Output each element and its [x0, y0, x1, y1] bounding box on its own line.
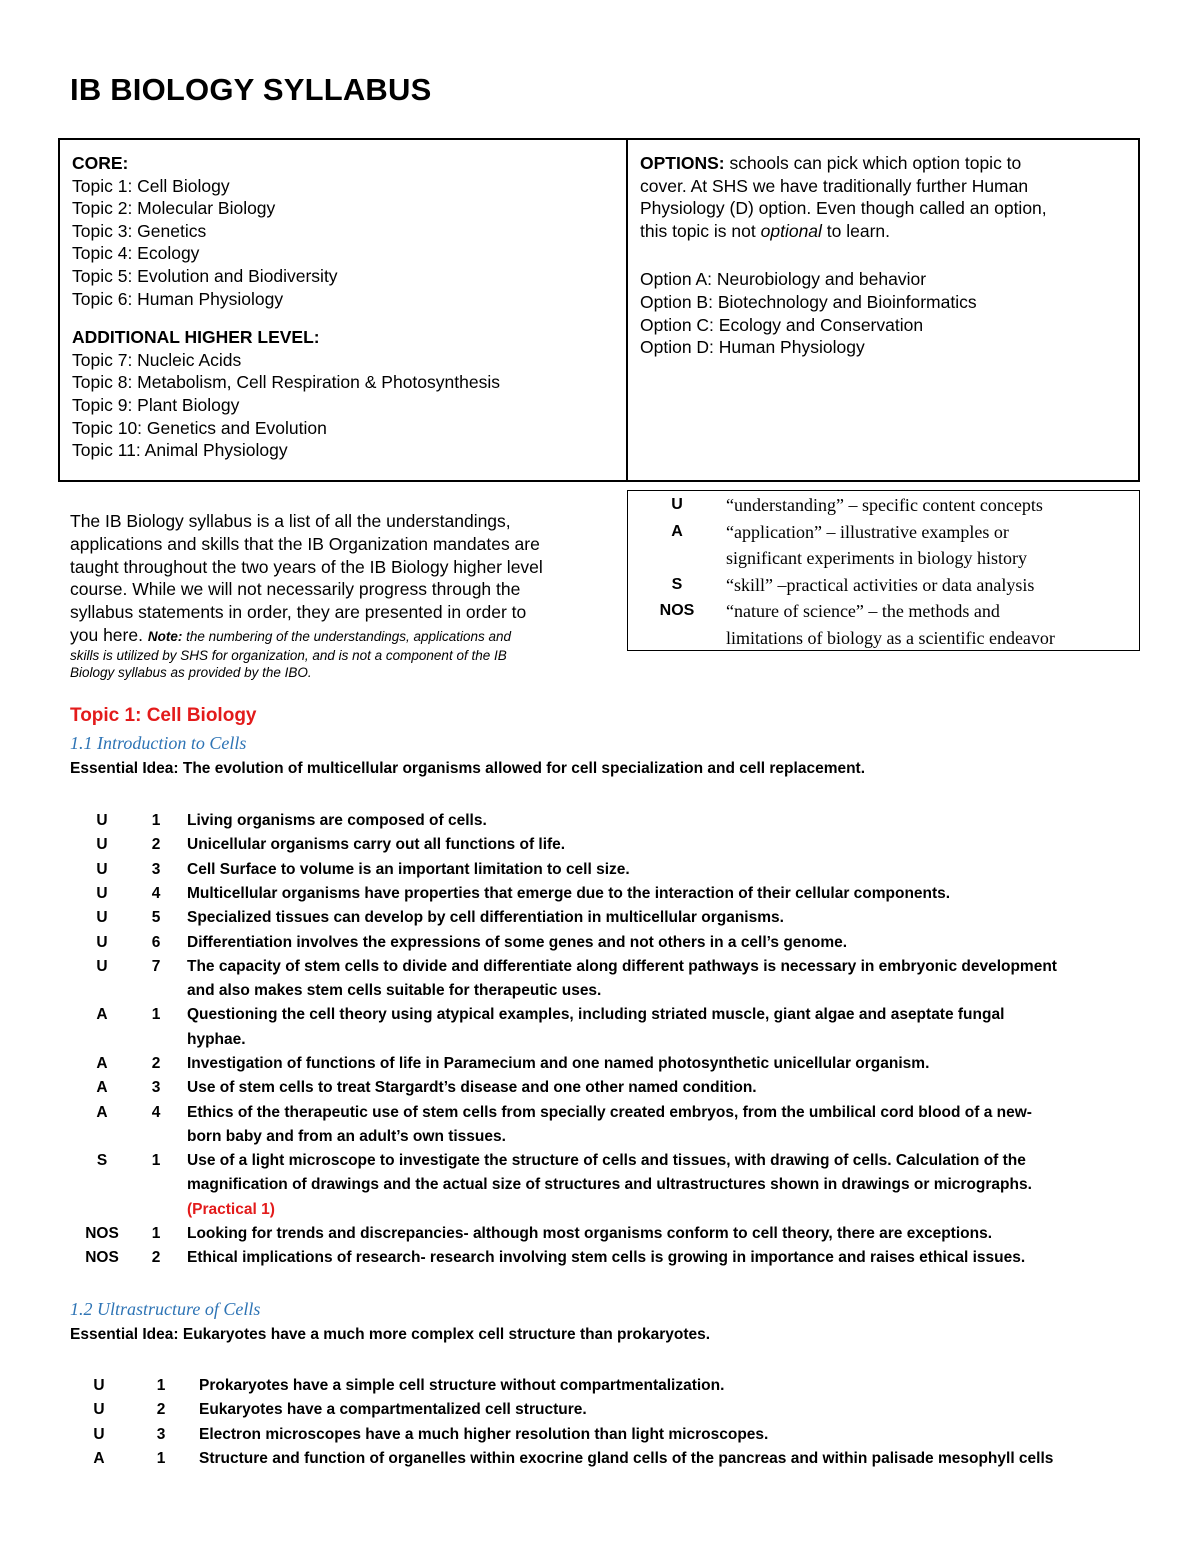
note-text: skills is utilized by SHS for organization, and is not a component of the IB	[70, 647, 507, 663]
statement-number: 3	[156, 1425, 166, 1443]
statement-text: Ethics of the therapeutic use of stem cells from specially created embryos, from the umbilical cord blood of a new-	[187, 1103, 1032, 1121]
statement-number: 5	[151, 909, 161, 927]
statement-number: 7	[151, 957, 161, 975]
statement-number: 4	[151, 1103, 161, 1121]
statement-code: U	[96, 909, 108, 927]
core-topic: Topic 5: Evolution and Biodiversity	[72, 265, 338, 286]
practical-label: (Practical 1)	[187, 1200, 275, 1218]
statement-number: 1	[151, 1152, 161, 1170]
options-desc: Physiology (D) option. Even though called an option,	[640, 198, 1047, 219]
statement-text: Eukaryotes have a compartmentalized cell structure.	[199, 1401, 587, 1419]
statement-text: Questioning the cell theory using atypical examples, including striated muscle, giant algae and aseptate fungal	[187, 1006, 1005, 1024]
legend-row	[628, 519, 1139, 572]
statement-number: 3	[151, 1079, 161, 1097]
legend-row	[628, 598, 1139, 651]
essential-idea: Essential Idea: The evolution of multicellular organisms allowed for cell specialization and cell replacement.	[70, 760, 866, 777]
ahl-topic: Topic 9: Plant Biology	[72, 394, 240, 415]
note-text: the numbering of the understandings, applications and	[182, 628, 512, 644]
statement-text: Looking for trends and discrepancies- although most organisms conform to cell theory, there are exceptions.	[187, 1225, 993, 1243]
statement-text: Cell Surface to volume is an important limitation to cell size.	[187, 860, 630, 878]
option-item: Option C: Ecology and Conservation	[640, 314, 924, 335]
legend-box	[627, 490, 1140, 651]
option-item: Option B: Biotechnology and Bioinformatics	[640, 291, 977, 312]
intro-line: The IB Biology syllabus is a list of all the understandings,	[70, 511, 511, 531]
intro-line: you here.	[70, 624, 148, 645]
core-topic: Topic 2: Molecular Biology	[72, 198, 276, 219]
core-topic: Topic 1: Cell Biology	[72, 175, 230, 196]
ahl-topic: Topic 11: Animal Physiology	[72, 440, 288, 461]
statement-code: A	[96, 1055, 108, 1072]
page-title: IB BIOLOGY SYLLABUS	[70, 72, 432, 107]
essential-idea: Essential Idea: Eukaryotes have a much more complex cell structure than prokaryotes.	[70, 1326, 711, 1343]
statement-text: born baby and from an adult’s own tissues.	[187, 1127, 506, 1145]
options-box	[626, 138, 1140, 482]
core-heading: CORE:	[72, 153, 129, 173]
statement-number: 2	[151, 1249, 161, 1267]
intro-line: syllabus statements in order, they are presented in order to	[70, 602, 527, 623]
statement-code: A	[96, 1079, 108, 1097]
statement-code: U	[96, 933, 108, 951]
subtopic-title: 1.1 Introduction to Cells	[70, 733, 247, 753]
ahl-topic: Topic 7: Nucleic Acids	[72, 349, 242, 370]
legend-text: “nature of science” – the methods and	[726, 601, 1000, 621]
core-topic: Topic 6: Human Physiology	[72, 288, 284, 309]
statement-code: U	[96, 836, 108, 854]
statement-text: hyphae.	[187, 1030, 246, 1048]
legend-code: S	[671, 575, 683, 593]
statement-text: Living organisms are composed of cells.	[187, 812, 487, 829]
options-heading: OPTIONS:	[640, 153, 725, 173]
legend-row	[628, 572, 1139, 599]
statement-text: The capacity of stem cells to divide and differentiate along different pathways is necessary in embryonic development	[187, 957, 1057, 975]
statement-number: 2	[151, 836, 161, 854]
statement-number: 2	[156, 1401, 166, 1419]
subtopic-title: 1.2 Ultrastructure of Cells	[70, 1299, 261, 1319]
statement-text: Differentiation involves the expressions of some genes and not others in a cell’s genome.	[187, 933, 848, 951]
statement-code: U	[96, 860, 108, 878]
statement-number: 2	[151, 1055, 161, 1072]
options-desc-emphasis: optional	[760, 220, 822, 241]
options-desc: to learn.	[821, 220, 891, 241]
legend-text: “skill” –practical activities or data analysis	[726, 574, 1035, 595]
statement-text: Multicellular organisms have properties that emerge due to the interaction of their cellular components.	[187, 884, 951, 902]
statement-code: U	[96, 812, 108, 829]
statement-code: U	[93, 1425, 105, 1443]
ahl-topic: Topic 8: Metabolism, Cell Respiration & Photosynthesis	[72, 372, 500, 393]
statement-number: 6	[151, 933, 161, 951]
legend-text: “understanding” – specific content concepts	[726, 495, 1043, 515]
statement-code: A	[96, 1103, 108, 1121]
statement-text: Ethical implications of research- research involving stem cells is growing in importance and raises ethical issues.	[187, 1249, 1026, 1267]
legend-text: limitations of biology as a scientific endeavor	[726, 627, 1055, 648]
legend-code: NOS	[659, 602, 695, 619]
options-desc: schools can pick which option topic to	[724, 153, 1022, 173]
core-topics-box	[58, 138, 628, 482]
legend-text: significant experiments in biology history	[726, 548, 1027, 568]
statement-number: 1	[151, 1225, 161, 1243]
statement-code: U	[93, 1401, 105, 1419]
note-label: Note:	[147, 628, 183, 644]
ahl-topic: Topic 10: Genetics and Evolution	[72, 417, 327, 438]
legend-row	[628, 492, 1139, 519]
statement-number: 1	[151, 1006, 161, 1024]
statement-text: Structure and function of organelles within exocrine gland cells of the pancreas and within palisade mesophyll cells	[199, 1449, 1054, 1467]
statement-number: 1	[156, 1377, 166, 1394]
option-item: Option A: Neurobiology and behavior	[640, 269, 927, 290]
intro-line: course. While we will not necessarily progress through the	[70, 579, 521, 600]
statement-code: NOS	[85, 1249, 119, 1267]
statement-number: 1	[151, 812, 161, 829]
legend-text: “application” – illustrative examples or	[726, 521, 1009, 542]
statement-number: 4	[151, 884, 161, 902]
statement-text: Investigation of functions of life in Paramecium and one named photosynthetic unicellular organism.	[187, 1055, 930, 1072]
statement-number: 3	[151, 860, 161, 878]
statement-text: magnification of drawings and the actual size of structures and ultrastructures shown in drawings or micrographs.	[187, 1176, 1032, 1194]
topic-title: Topic 1: Cell Biology	[70, 705, 257, 726]
options-desc: cover. At SHS we have traditionally further Human	[640, 175, 1029, 196]
statement-code: NOS	[85, 1225, 119, 1243]
statement-number: 1	[156, 1449, 166, 1467]
statement-text: Unicellular organisms carry out all functions of life.	[187, 836, 566, 854]
statement-text: and also makes stem cells suitable for therapeutic uses.	[187, 982, 602, 1000]
statement-code: U	[96, 884, 108, 902]
intro-paragraph	[70, 510, 604, 681]
intro-line: applications and skills that the IB Organization mandates are	[70, 533, 540, 554]
statement-text: Use of stem cells to treat Stargardt’s disease and one other named condition.	[187, 1079, 757, 1097]
option-item: Option D: Human Physiology	[640, 337, 865, 358]
note-text: Biology syllabus as provided by the IBO.	[70, 664, 312, 680]
statement-text: Specialized tissues can develop by cell differentiation in multicellular organisms.	[187, 909, 784, 927]
statement-text: Use of a light microscope to investigate the structure of cells and tissues, with drawing of cells. Calculation of the	[187, 1152, 1026, 1170]
statement-code: A	[96, 1006, 108, 1024]
statement-text: Prokaryotes have a simple cell structure without compartmentalization.	[199, 1377, 725, 1394]
legend-code: A	[671, 522, 683, 540]
ahl-heading: ADDITIONAL HIGHER LEVEL:	[72, 327, 320, 348]
statement-code: U	[96, 957, 108, 975]
core-topic: Topic 3: Genetics	[72, 220, 207, 241]
statement-code: S	[96, 1152, 108, 1170]
core-topic: Topic 4: Ecology	[72, 243, 200, 264]
legend-code: U	[671, 496, 683, 513]
statement-code: A	[93, 1449, 105, 1467]
statement-text: Electron microscopes have a much higher resolution than light microscopes.	[199, 1425, 769, 1443]
statement-code: U	[93, 1377, 105, 1394]
options-desc: this topic is not	[640, 220, 761, 241]
intro-line: taught throughout the two years of the IB Biology higher level	[70, 556, 543, 577]
